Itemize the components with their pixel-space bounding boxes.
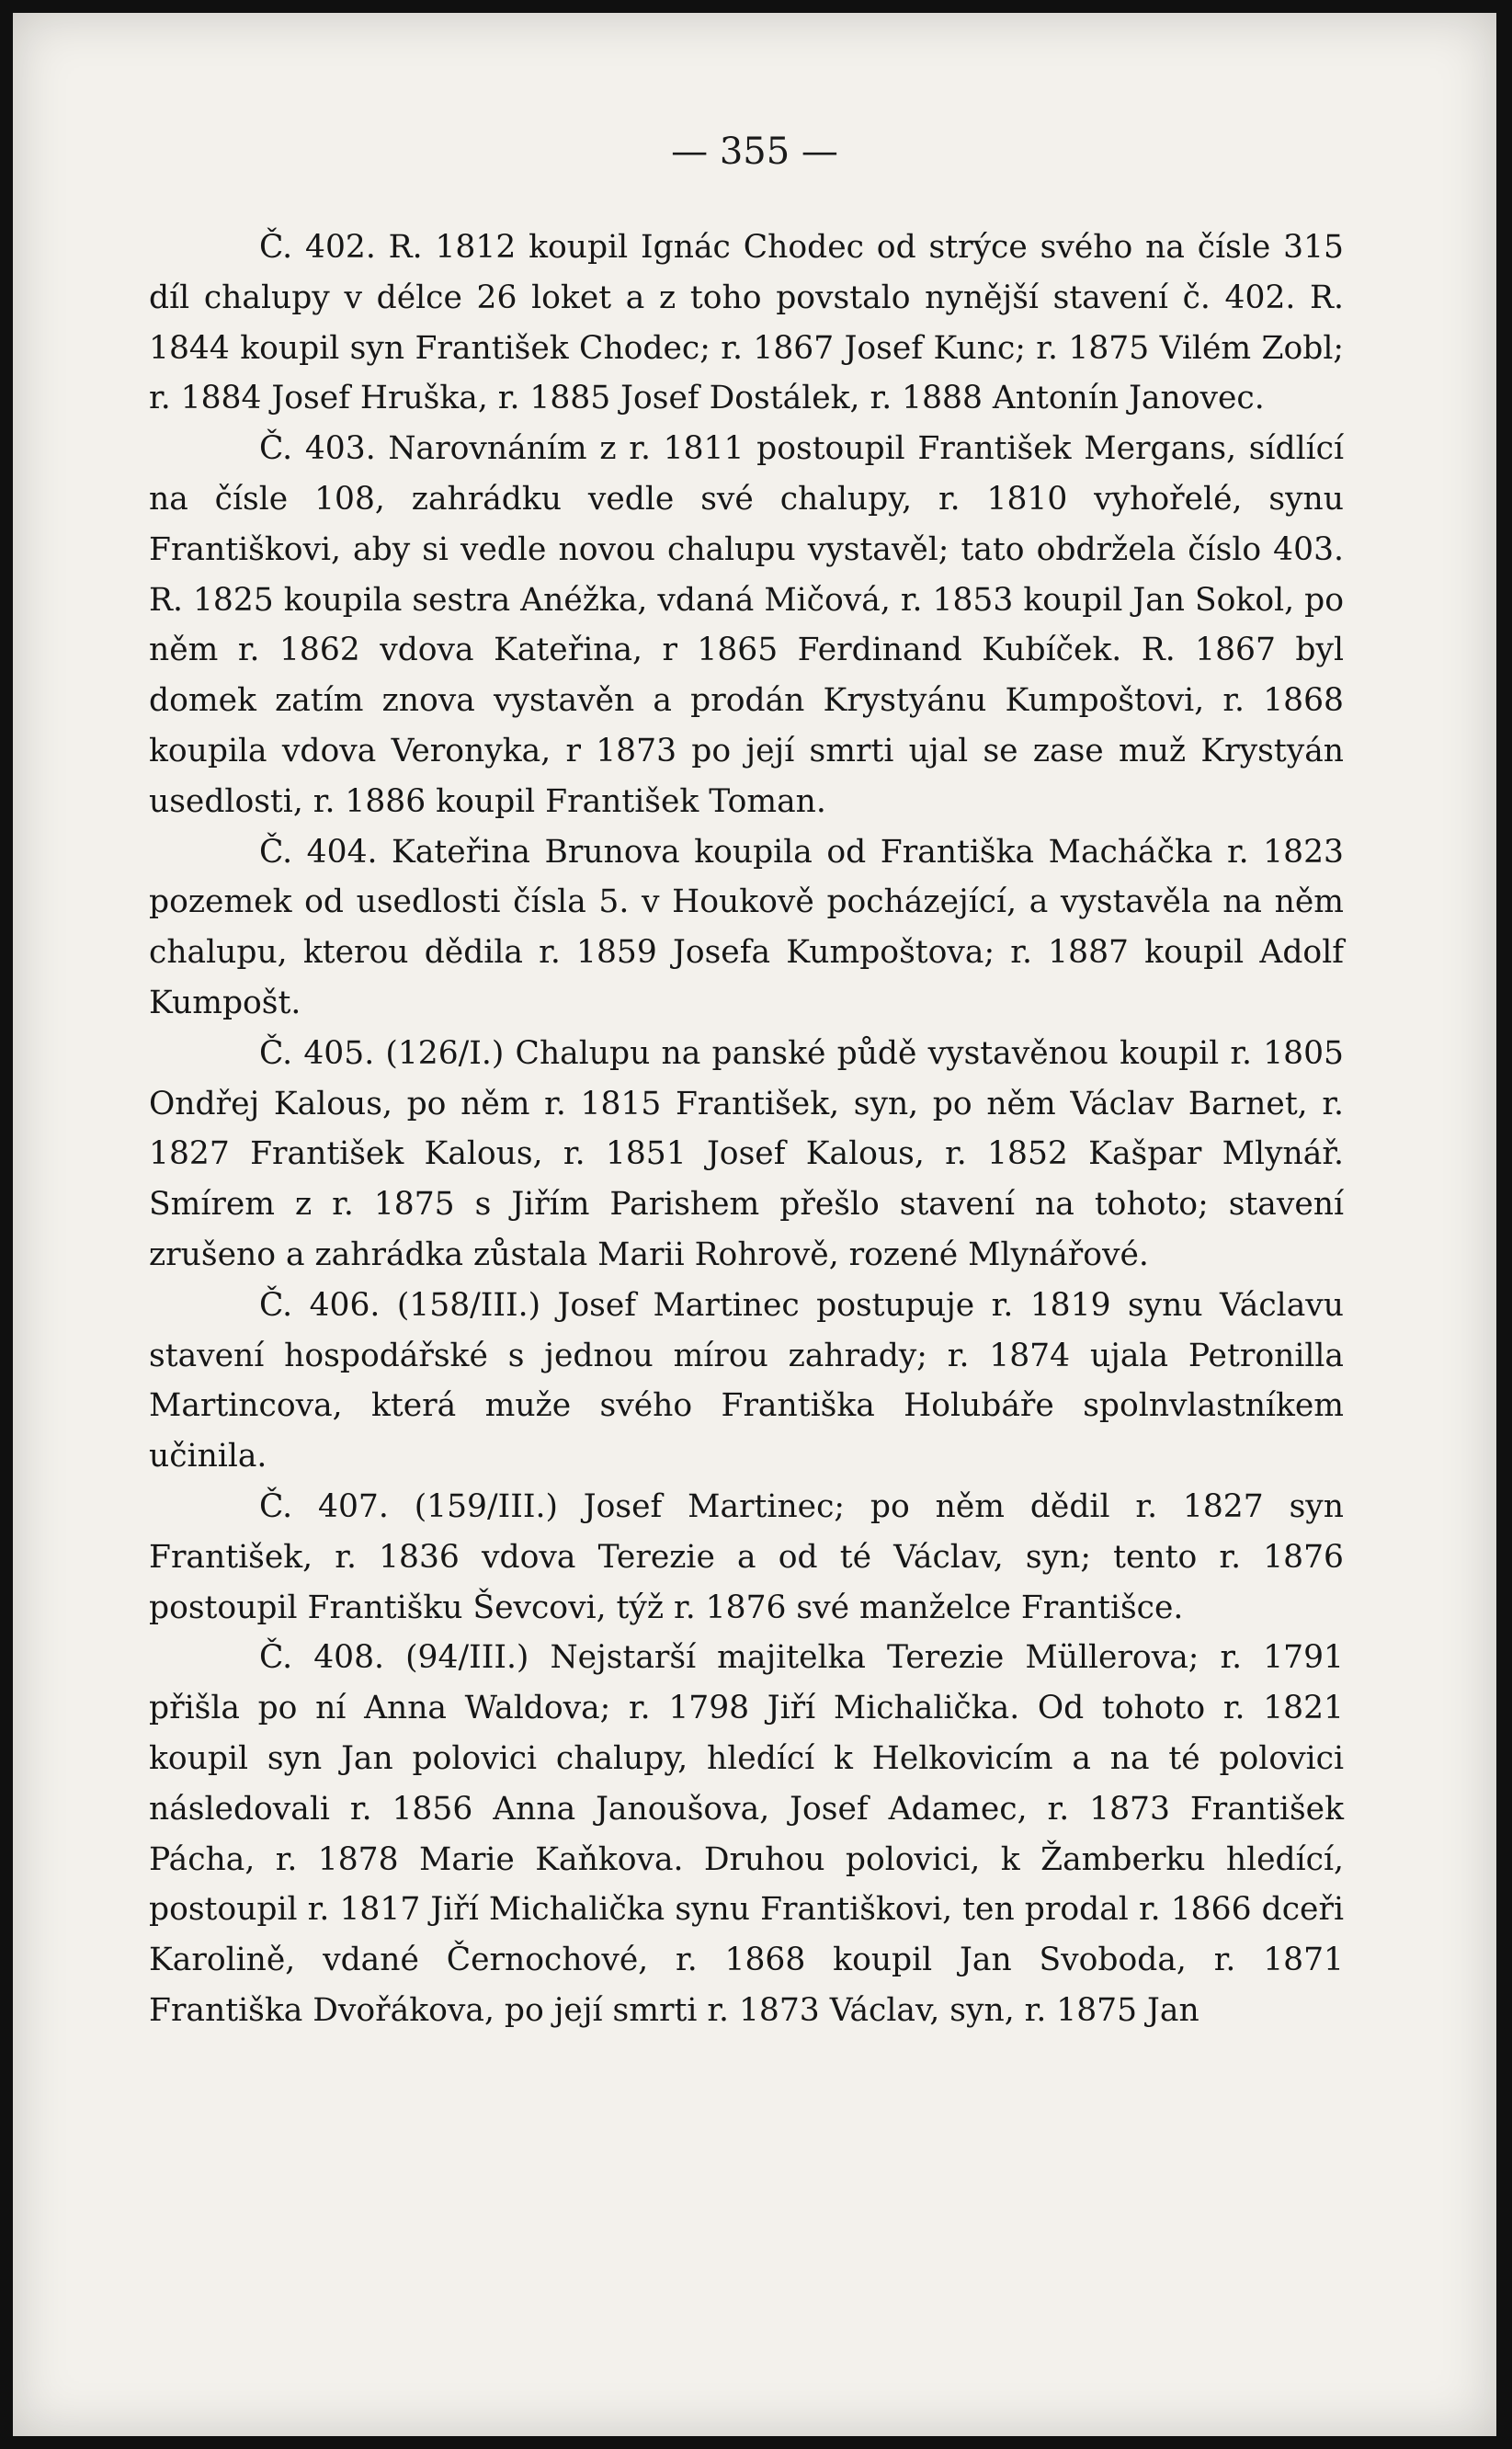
paragraph-403: Č. 403. Narovnáním z r. 1811 postoupil František Mergans, sídlící na čísle 108, zahrádku vedle své chalupy, r. 1810 vyhořelé, synu Františkovi, aby si vedle novou chalupu vystavěl; tato obdržela číslo 403. R. 1825 koupila sestra Anéžka, vdaná Mičová, r. 1853 koupil Jan Sokol, po něm r. 1862 vdova Kateřina, r 1865 Ferdinand Kubíček. R. 1867 byl domek zatím znova vystavěn a prodán Krystyánu Kumpoštovi, r. 1868 koupila vdova Veronyka, r 1873 po její smrti ujal se zase muž Krystyán usedlosti, r. 1886 koupil František Toman. bbox=[149, 430, 1344, 820]
page-number: — 355 — bbox=[671, 131, 838, 173]
paragraph-407: Č. 407. (159/III.) Josef Martinec; po něm dědil r. 1827 syn František, r. 1836 vdova Terezie a od té Václav, syn; tento r. 1876 postoupil Františku Ševcovi, týž r. 1876 své manželce Františce. bbox=[149, 1487, 1344, 1626]
book-page bbox=[13, 13, 1496, 2436]
paragraph-406: Č. 406. (158/III.) Josef Martinec postupuje r. 1819 synu Václavu stavení hospodářské s jednou mírou zahrady; r. 1874 ujala Petronilla Martincova, která muže svého Františka Holubáře spolnvlastníkem učinila. bbox=[149, 1286, 1344, 1475]
paragraph-408: Č. 408. (94/III.) Nejstarší majitelka Terezie Müllerova; r. 1791 přišla po ní Anna Waldova; r. 1798 Jiří Michalička. Od tohoto r. 1821 koupil syn Jan polovici chalupy, hledící k Helkovicím a na té polovici následovali r. 1856 Anna Janoušova, Josef Adamec, r. 1873 František Pácha, r. 1878 Marie Kaňkova. Druhou polovici, k Žamberku hledící, postoupil r. 1817 Jiří Michalička synu Františkovi, ten prodal r. 1866 dceři Karolině, vdané Černochové, r. 1868 koupil Jan Svoboda, r. 1871 Františka Dvořákova, po její smrti r. 1873 Václav, syn, r. 1875 Jan bbox=[149, 1639, 1344, 2029]
page-text bbox=[149, 222, 1344, 2036]
paragraph-404: Č. 404. Kateřina Brunova koupila od Františka Macháčka r. 1823 pozemek od usedlosti čísla 5. v Houkově pocházející, a vystavěla na něm chalupu, kterou dědila r. 1859 Josefa Kumpoštova; r. 1887 koupil Adolf Kumpošt. bbox=[149, 833, 1344, 1021]
paragraph-405: Č. 405. (126/I.) Chalupu na panské půdě vystavěnou koupil r. 1805 Ondřej Kalous, po něm r. 1815 František, syn, po něm Václav Barnet, r. 1827 František Kalous, r. 1851 Josef Kalous, r. 1852 Kašpar Mlynář. Smírem z r. 1875 s Jiřím Parishem přešlo stavení na tohoto; stavení zrušeno a zahrádka zůstala Marii Rohrově, rozené Mlynářové. bbox=[149, 1034, 1344, 1273]
paragraph-402: Č. 402. R. 1812 koupil Ignác Chodec od strýce svého na čísle 315 díl chalupy v délce 26 loket a z toho povstalo nynější stavení č. 402. R. 1844 koupil syn František Chodec; r. 1867 Josef Kunc; r. 1875 Vilém Zobl; r. 1884 Josef Hruška, r. 1885 Josef Dostálek, r. 1888 Antonín Janovec. bbox=[149, 229, 1344, 417]
